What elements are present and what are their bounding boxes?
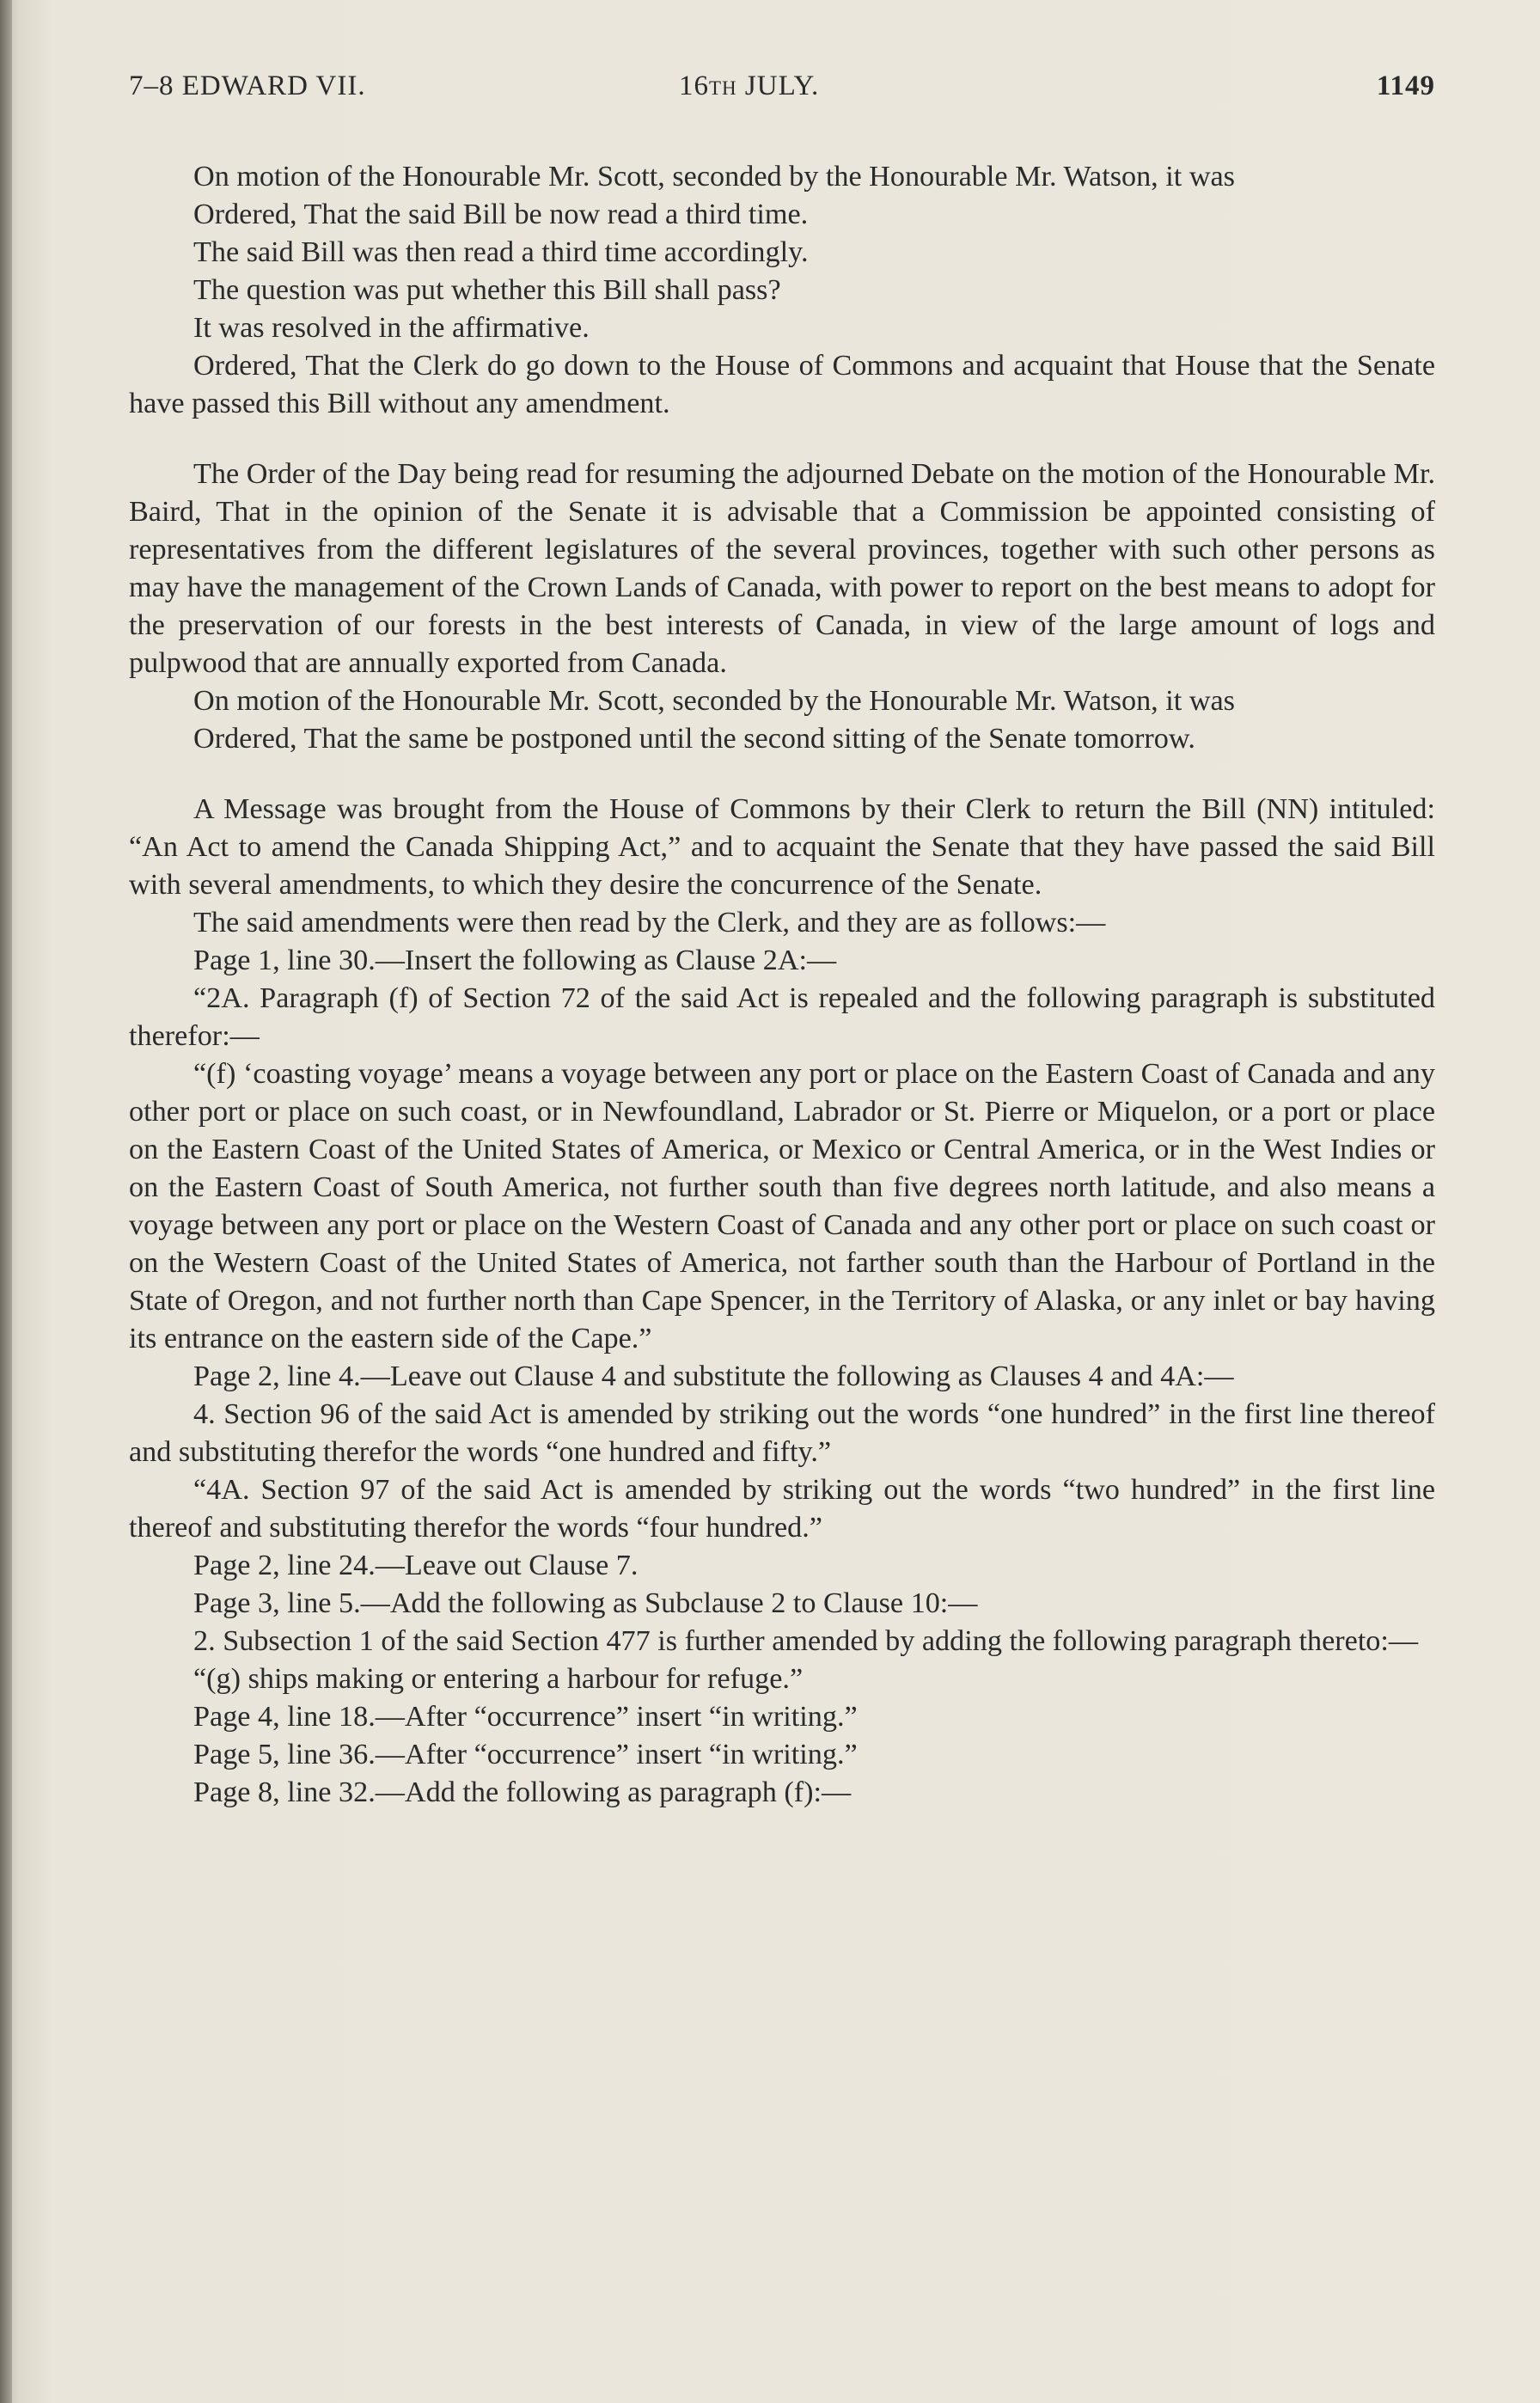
paragraph: It was resolved in the affirmative. xyxy=(193,312,590,344)
paragraph: The said Bill was then read a third time accordingly. xyxy=(193,236,809,268)
paragraph: A Message was brought from the House of Commons by their Clerk to return the Bill (NN) intituled: “An Act to amend the Canada Shipping Act,” and to acquaint the Senate that they have passed the said Bill with several amendments, to which they desire the concurrence of the Senate. xyxy=(129,793,1435,901)
paragraph: 2. Subsection 1 of the said Section 477 is further amended by adding the following paragraph thereto:— xyxy=(193,1625,1419,1657)
paragraph: On motion of the Honourable Mr. Scott, seconded by the Honourable Mr. Watson, it was xyxy=(193,685,1235,717)
paragraph: “2A. Paragraph (f) of Section 72 of the said Act is repealed and the following paragraph is substituted therefor:— xyxy=(129,982,1435,1052)
paragraph: Page 2, line 24.—Leave out Clause 7. xyxy=(193,1550,639,1581)
paragraph: 4. Section 96 of the said Act is amended by striking out the words “one hundred” in the first line thereof and substituting therefor the words “one hundred and fifty.” xyxy=(129,1398,1435,1468)
paragraph: Page 4, line 18.—After “occurrence” insert “in writing.” xyxy=(193,1701,858,1733)
paragraph: Page 1, line 30.—Insert the following as Clause 2A:— xyxy=(193,945,837,976)
paragraph: Ordered, That the same be postponed until the second sitting of the Senate tomorrow. xyxy=(193,723,1195,755)
paragraph: “(g) ships making or entering a harbour for refuge.” xyxy=(193,1663,804,1695)
header-month: JULY. xyxy=(744,70,820,101)
section-gap xyxy=(129,758,1435,791)
header-day-suffix: TH xyxy=(709,77,737,99)
paragraph: Ordered, That the said Bill be now read a third time. xyxy=(193,199,809,230)
paragraph: Ordered, That the Clerk do go down to the House of Commons and acquaint that House that the Senate have passed this Bill without any amendment. xyxy=(129,350,1435,419)
header-date xyxy=(679,70,819,102)
paragraph: On motion of the Honourable Mr. Scott, seconded by the Honourable Mr. Watson, it was xyxy=(193,161,1235,193)
page-number: 1149 xyxy=(1376,70,1435,101)
section-gap xyxy=(129,423,1435,456)
paragraph: The question was put whether this Bill shall pass? xyxy=(193,274,781,306)
running-header xyxy=(129,70,1435,113)
journal-text xyxy=(129,158,1435,1812)
book-binding-edge xyxy=(0,0,12,2403)
paragraph: Page 8, line 32.—Add the following as paragraph (f):— xyxy=(193,1776,852,1808)
header-regnal-year: 7–8 EDWARD VII. xyxy=(129,70,366,101)
paragraph: The Order of the Day being read for resuming the adjourned Debate on the motion of the Honourable Mr. Baird, That in the opinion of the Senate it is advisable that a Commission be appointed consisting of representatives from the different legislatures of the several provinces, together with such other persons as may have the management of the Crown Lands of Canada, with power to report on the best means to adopt for the preservation of our forests in the best interests of Canada, in view of the large amount of logs and pulpwood that are annually exported from Canada. xyxy=(129,458,1435,679)
paragraph: The said amendments were then read by the Clerk, and they are as follows:— xyxy=(193,907,1106,939)
header-day: 16 xyxy=(679,70,709,101)
paragraph: Page 2, line 4.—Leave out Clause 4 and substitute the following as Clauses 4 and 4A:— xyxy=(193,1360,1234,1392)
paragraph: Page 5, line 36.—After “occurrence” insert “in writing.” xyxy=(193,1739,858,1770)
paragraph: Page 3, line 5.—Add the following as Subclause 2 to Clause 10:— xyxy=(193,1587,978,1619)
paragraph: “4A. Section 97 of the said Act is amended by striking out the words “two hundred” in the first line thereof and substituting therefor the words “four hundred.” xyxy=(129,1474,1435,1544)
paragraph: “(f) ‘coasting voyage’ means a voyage between any port or place on the Eastern Coast of Canada and any other port or place on such coast, or in Newfoundland, Labrador or St. Pierre or Miquelon, or a port or place on the Eastern Coast of the United States of America, or Mexico or Central America, or in the West Indies or on the Eastern Coast of South America, not further south than five degrees north latitude, and also means a voyage between any port or place on the Western Coast of Canada and any other port or place on such coast or on the Western Coast of the United States of America, not farther south than the Harbour of Portland in the State of Oregon, and not further north than Cape Spencer, in the Territory of Alaska, or any inlet or bay having its entrance on the eastern side of the Cape.” xyxy=(129,1058,1435,1354)
